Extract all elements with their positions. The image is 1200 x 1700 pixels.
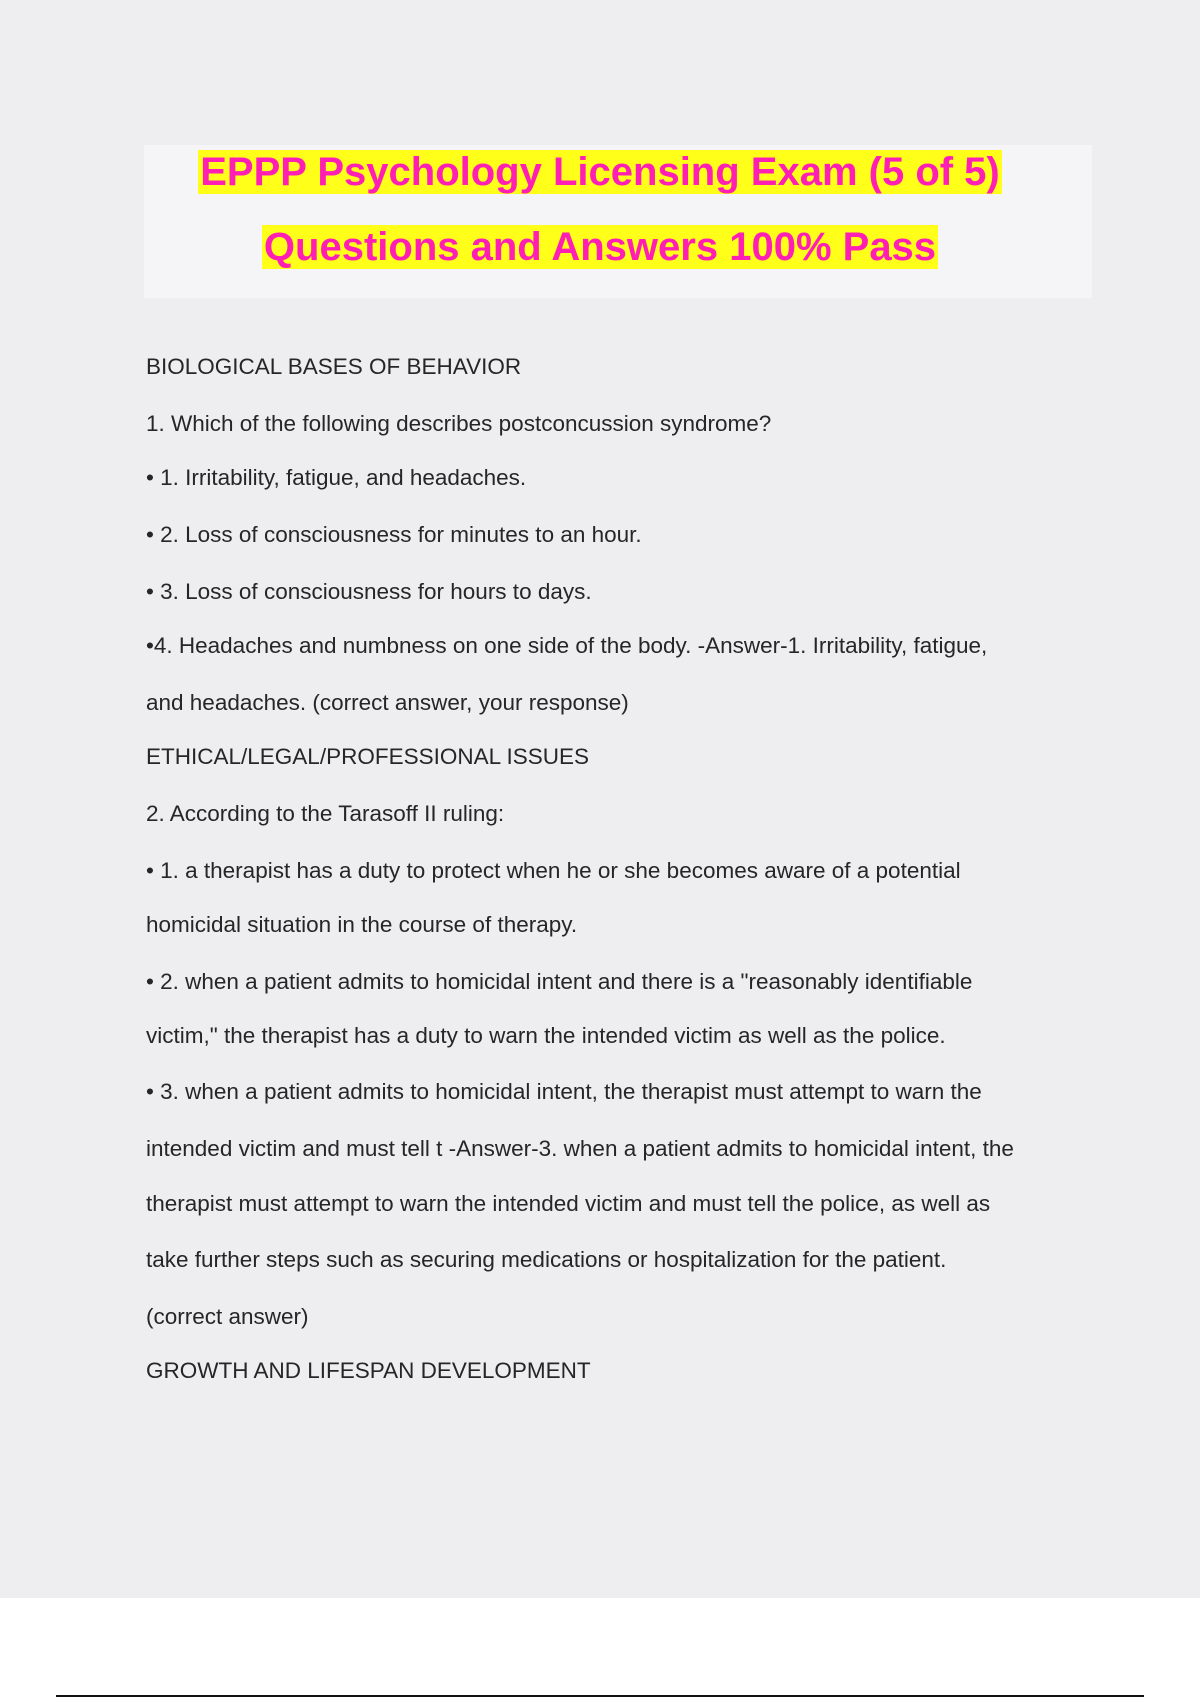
answer-text: (correct answer): [146, 1304, 309, 1329]
answer-text: intended victim and must tell t -Answer-3. when a patient admits to homicidal intent, the: [146, 1136, 1014, 1161]
title-highlight-1: EPPP Psychology Licensing Exam (5 of 5): [200, 150, 1000, 194]
section-heading: GROWTH AND LIFESPAN DEVELOPMENT: [146, 1358, 591, 1383]
question-text: 2. According to the Tarasoff II ruling:: [146, 801, 505, 826]
section-heading: BIOLOGICAL BASES OF BEHAVIOR: [146, 354, 522, 379]
document-title-line-1: [0, 147, 1200, 197]
answer-option: • 1. Irritability, fatigue, and headaches.: [146, 465, 527, 490]
answer-option: • 2. when a patient admits to homicidal intent and there is a "reasonably identifiable: [146, 969, 973, 994]
title-highlight-2: Questions and Answers 100% Pass: [263, 225, 937, 269]
question-text: 1. Which of the following describes postconcussion syndrome?: [146, 411, 772, 436]
answer-option: • 3. Loss of consciousness for hours to days.: [146, 579, 592, 604]
answer-option: • 3. when a patient admits to homicidal intent, the therapist must attempt to warn the: [146, 1079, 982, 1104]
section-heading: ETHICAL/LEGAL/PROFESSIONAL ISSUES: [146, 744, 590, 769]
answer-text: and headaches. (correct answer, your response): [146, 690, 629, 715]
answer-text: homicidal situation in the course of therapy.: [146, 912, 578, 937]
answer-option: •4. Headaches and numbness on one side of the body. -Answer-1. Irritability, fatigue,: [146, 633, 988, 658]
answer-option: • 1. a therapist has a duty to protect when he or she becomes aware of a potential: [146, 858, 961, 883]
answer-text: take further steps such as securing medications or hospitalization for the patient.: [146, 1247, 947, 1272]
page-divider: [56, 1695, 1144, 1697]
answer-option: • 2. Loss of consciousness for minutes to an hour.: [146, 522, 642, 547]
document-title-line-2: [0, 222, 1200, 272]
answer-text: victim," the therapist has a duty to warn the intended victim as well as the police.: [146, 1023, 946, 1048]
answer-text: therapist must attempt to warn the intended victim and must tell the police, as well as: [146, 1191, 991, 1216]
